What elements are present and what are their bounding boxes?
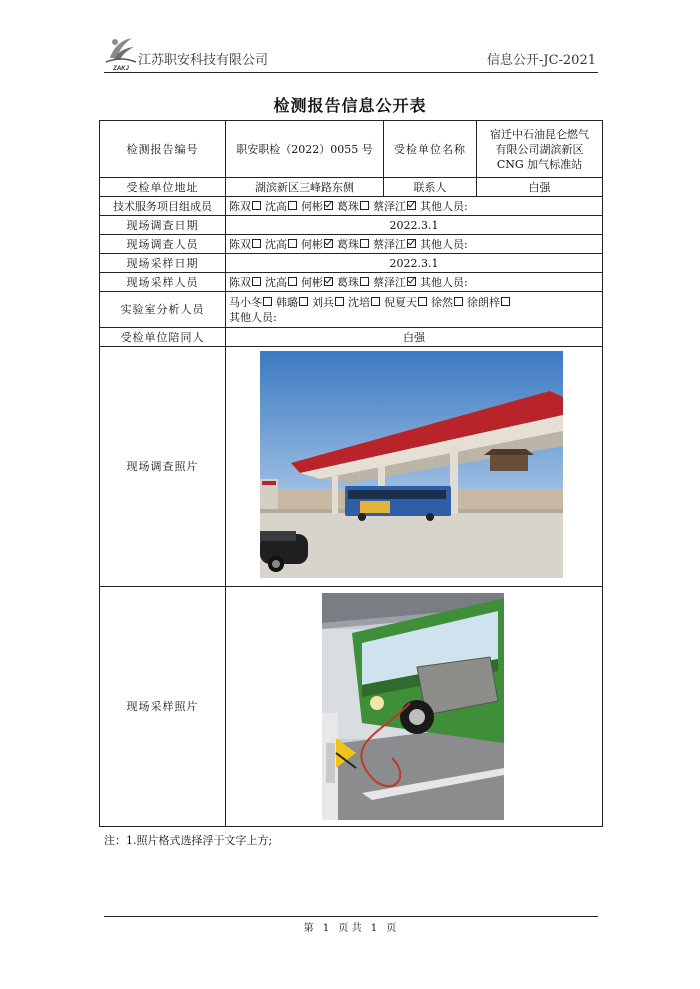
table-row [100, 197, 603, 216]
survey-date-value: 2022.3.1 [226, 216, 603, 235]
page-title: 检测报告信息公开表 [273, 96, 427, 115]
team-label: 技术服务项目组成员 [100, 197, 226, 216]
address-value: 湖滨新区三峰路东侧 [226, 178, 384, 197]
person-name: 葛珠 [337, 275, 359, 289]
person-name: 徐朗梓 [467, 295, 500, 309]
survey-date-label: 现场调查日期 [100, 216, 226, 235]
logo-lettering: ZAKJ [113, 66, 129, 72]
unit-name-line: 宿迁中石油昆仑燃气 [490, 127, 589, 141]
report-info-table [99, 120, 603, 827]
person-name: 葛珠 [337, 199, 359, 213]
checkbox-checked-icon[interactable] [407, 277, 416, 286]
checkbox-empty-icon[interactable] [299, 297, 308, 306]
table-row [100, 273, 603, 292]
report-no-label: 检测报告编号 [100, 121, 226, 178]
unit-name-line: CNG 加气标准站 [496, 157, 583, 171]
checkbox-empty-icon[interactable] [335, 297, 344, 306]
checkbox-empty-icon[interactable] [288, 239, 297, 248]
checkbox-checked-icon[interactable] [324, 239, 333, 248]
sampling-photo-bus-refueling [322, 593, 504, 820]
address-label: 受检单位地址 [100, 178, 226, 197]
person-name: 陈双 [229, 275, 251, 289]
checkbox-checked-icon[interactable] [407, 239, 416, 248]
checkbox-empty-icon[interactable] [288, 201, 297, 210]
person-name: 何彬 [301, 237, 323, 251]
checkbox-checked-icon[interactable] [407, 201, 416, 210]
company-name: 江苏职安科技有限公司 [138, 53, 269, 68]
page-number [0, 919, 700, 934]
document-id: 信息公开-JC-2021 [486, 53, 596, 68]
footer-divider [104, 916, 598, 917]
report-no-value: 职安职检（2022）0055 号 [226, 121, 384, 178]
person-name: 何彬 [301, 275, 323, 289]
person-name: 葛珠 [337, 237, 359, 251]
checkbox-empty-icon[interactable] [371, 297, 380, 306]
footnote: 注：1.照片格式选择浮于文字上方; [104, 834, 273, 847]
checkbox-checked-icon[interactable] [324, 201, 333, 210]
person-name: 沈高 [265, 275, 287, 289]
person-name: 陈双 [229, 199, 251, 213]
page-header [104, 30, 598, 73]
checkbox-empty-icon[interactable] [501, 297, 510, 306]
checkbox-empty-icon[interactable] [252, 277, 261, 286]
unit-name-line: 有限公司湖滨新区 [495, 142, 584, 156]
person-name: 蔡泽江 [373, 237, 406, 251]
table-row [100, 347, 603, 587]
checkbox-empty-icon[interactable] [252, 239, 261, 248]
person-name: 陈双 [229, 237, 251, 251]
person-name: 沈高 [265, 237, 287, 251]
surveyors-list [226, 235, 603, 254]
lab-analysts-list [229, 295, 599, 310]
unit-name-label: 受检单位名称 [384, 121, 477, 178]
person-name: 马小冬 [229, 295, 262, 309]
table-row [100, 587, 603, 827]
table-row [100, 292, 603, 328]
page-suffix: 页 [386, 923, 397, 934]
page-prefix: 第 [303, 923, 314, 934]
person-name: 刘兵 [312, 295, 334, 309]
checkbox-empty-icon[interactable] [360, 277, 369, 286]
contact-value: 白强 [477, 178, 603, 197]
person-name: 沈高 [265, 199, 287, 213]
sampling-photo-label: 现场采样照片 [100, 587, 226, 827]
page-middle: 页 共 [338, 923, 362, 934]
escort-value: 白强 [226, 328, 603, 347]
escort-label: 受检单位陪同人 [100, 328, 226, 347]
samplers-label: 现场采样人员 [100, 273, 226, 292]
person-name: 徐然 [431, 295, 453, 309]
checkbox-empty-icon[interactable] [454, 297, 463, 306]
contact-label: 联系人 [384, 178, 477, 197]
person-name: 韩璐 [276, 295, 298, 309]
company-logo-icon [104, 32, 138, 72]
lab-others-label: 其他人员: [229, 310, 277, 324]
person-name: 倪夏天 [384, 295, 417, 309]
checkbox-checked-icon[interactable] [324, 277, 333, 286]
table-row [100, 121, 603, 178]
table-row [100, 235, 603, 254]
table-row [100, 254, 603, 273]
person-name: 蔡泽江 [373, 275, 406, 289]
checkbox-empty-icon[interactable] [360, 239, 369, 248]
checkbox-empty-icon[interactable] [263, 297, 272, 306]
person-name: 蔡泽江 [373, 199, 406, 213]
person-name: 沈培 [348, 295, 370, 309]
samplers-list [226, 273, 603, 292]
sampling-date-label: 现场采样日期 [100, 254, 226, 273]
unit-name-value [477, 121, 603, 178]
survey-photo-gas-station [260, 351, 563, 578]
others-label: 其他人员: [420, 275, 468, 289]
survey-photo-label: 现场调查照片 [100, 347, 226, 587]
sampling-photo-cell [226, 587, 603, 827]
lab-analysts-cell [226, 292, 603, 328]
checkbox-empty-icon[interactable] [288, 277, 297, 286]
current-page: 1 [322, 923, 330, 934]
table-row [100, 216, 603, 235]
surveyors-label: 现场调查人员 [100, 235, 226, 254]
others-label: 其他人员: [420, 237, 468, 251]
checkbox-empty-icon[interactable] [360, 201, 369, 210]
checkbox-empty-icon[interactable] [252, 201, 261, 210]
team-list [226, 197, 603, 216]
lab-analysts-label: 实验室分析人员 [100, 292, 226, 328]
checkbox-empty-icon[interactable] [418, 297, 427, 306]
sampling-date-value: 2022.3.1 [226, 254, 603, 273]
table-row [100, 178, 603, 197]
total-pages: 1 [370, 923, 378, 934]
table-row [100, 328, 603, 347]
person-name: 何彬 [301, 199, 323, 213]
others-label: 其他人员: [420, 199, 468, 213]
survey-photo-cell [226, 347, 603, 587]
